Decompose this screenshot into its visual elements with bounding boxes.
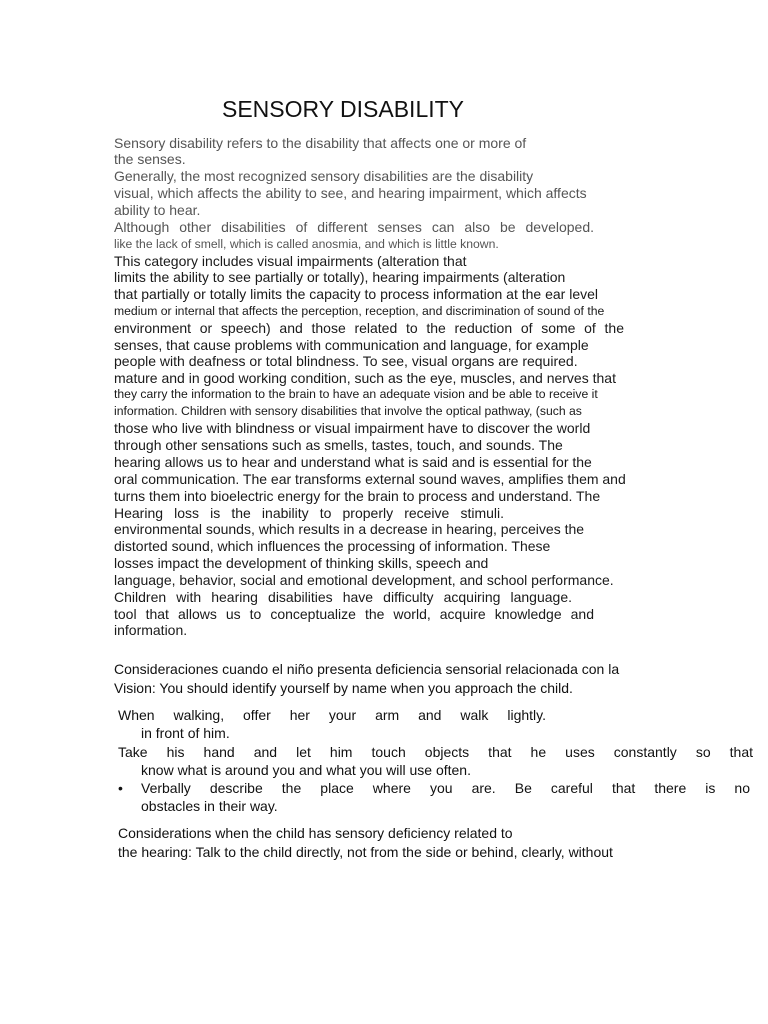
body-line: tool that allows us to conceptualize the world, acquire knowledge and bbox=[114, 606, 594, 622]
hearing-section-heading: Considerations when the child has sensory deficiency related to bbox=[118, 825, 513, 841]
body-line: oral communication. The ear transforms external sound waves, amplifies them and bbox=[114, 471, 626, 487]
body-line: environmental sounds, which results in a decrease in hearing, perceives the bbox=[114, 521, 585, 537]
body-line: senses, that cause problems with communication and language, for example bbox=[114, 337, 589, 353]
vision-item-walking-cont: in front of him. bbox=[141, 725, 230, 741]
page-title: SENSORY DISABILITY bbox=[222, 96, 465, 122]
body-line: information. Children with sensory disabilities that involve the optical pathway, (such as bbox=[114, 404, 582, 418]
body-line: through other sensations such as smells, tastes, touch, and sounds. The bbox=[114, 437, 563, 453]
body-line: those who live with blindness or visual impairment have to discover the world bbox=[114, 420, 591, 436]
vision-item-walking: When walking, offer her your arm and walk lightly. bbox=[118, 707, 546, 723]
body-line: distorted sound, which influences the processing of information. These bbox=[114, 538, 551, 554]
vision-section-heading: Consideraciones cuando el niño presenta deficiencia sensorial relacionada con la bbox=[114, 661, 620, 677]
intro-line: ability to hear. bbox=[114, 202, 201, 218]
vision-item-describe-cont: obstacles in their way. bbox=[141, 798, 278, 814]
hearing-section-heading: the hearing: Talk to the child directly, not from the side or behind, clearly, without bbox=[118, 844, 613, 860]
intro-line: Generally, the most recognized sensory disabilities are the disability bbox=[114, 168, 534, 184]
bullet-icon: • bbox=[118, 780, 123, 796]
intro-line: visual, which affects the ability to see, and hearing impairment, which affects bbox=[114, 185, 587, 201]
body-line: that partially or totally limits the capacity to process information at the ear level bbox=[114, 286, 598, 302]
body-line: Hearing loss is the inability to properly receive stimuli. bbox=[114, 505, 504, 521]
body-line: medium or internal that affects the perception, reception, and discrimination of sound of the bbox=[114, 304, 605, 318]
intro-line: the senses. bbox=[114, 151, 186, 167]
body-line: mature and in good working condition, such as the eye, muscles, and nerves that bbox=[114, 370, 616, 386]
intro-line: like the lack of smell, which is called anosmia, and which is little known. bbox=[114, 237, 499, 251]
body-line: turns them into bioelectric energy for the brain to process and understand. The bbox=[114, 488, 601, 504]
body-line: losses impact the development of thinking skills, speech and bbox=[114, 555, 489, 571]
vision-item-describe: Verbally describe the place where you are. Be careful that there is no bbox=[141, 780, 750, 796]
body-line: Children with hearing disabilities have difficulty acquiring language. bbox=[114, 589, 572, 605]
vision-section-heading: Vision: You should identify yourself by name when you approach the child. bbox=[114, 680, 573, 696]
body-line: language, behavior, social and emotional development, and school performance. bbox=[114, 572, 614, 588]
body-line: information. bbox=[114, 622, 188, 638]
intro-line: Although other disabilities of different senses can also be developed. bbox=[114, 219, 594, 235]
body-line: environment or speech) and those related to the reduction of some of the bbox=[114, 320, 624, 336]
body-line: hearing allows us to hear and understand what is said and is essential for the bbox=[114, 454, 592, 470]
vision-item-touch-cont: know what is around you and what you will use often. bbox=[141, 762, 471, 778]
body-line: limits the ability to see partially or totally), hearing impairments (alteration bbox=[114, 269, 566, 285]
vision-item-touch: Take his hand and let him touch objects that he uses constantly so that bbox=[118, 744, 753, 760]
body-line: they carry the information to the brain to have an adequate vision and be able to receive it bbox=[114, 387, 598, 401]
body-line: people with deafness or total blindness. To see, visual organs are required. bbox=[114, 353, 578, 369]
body-line: This category includes visual impairments (alteration that bbox=[114, 253, 467, 269]
intro-line: Sensory disability refers to the disability that affects one or more of bbox=[114, 135, 527, 151]
